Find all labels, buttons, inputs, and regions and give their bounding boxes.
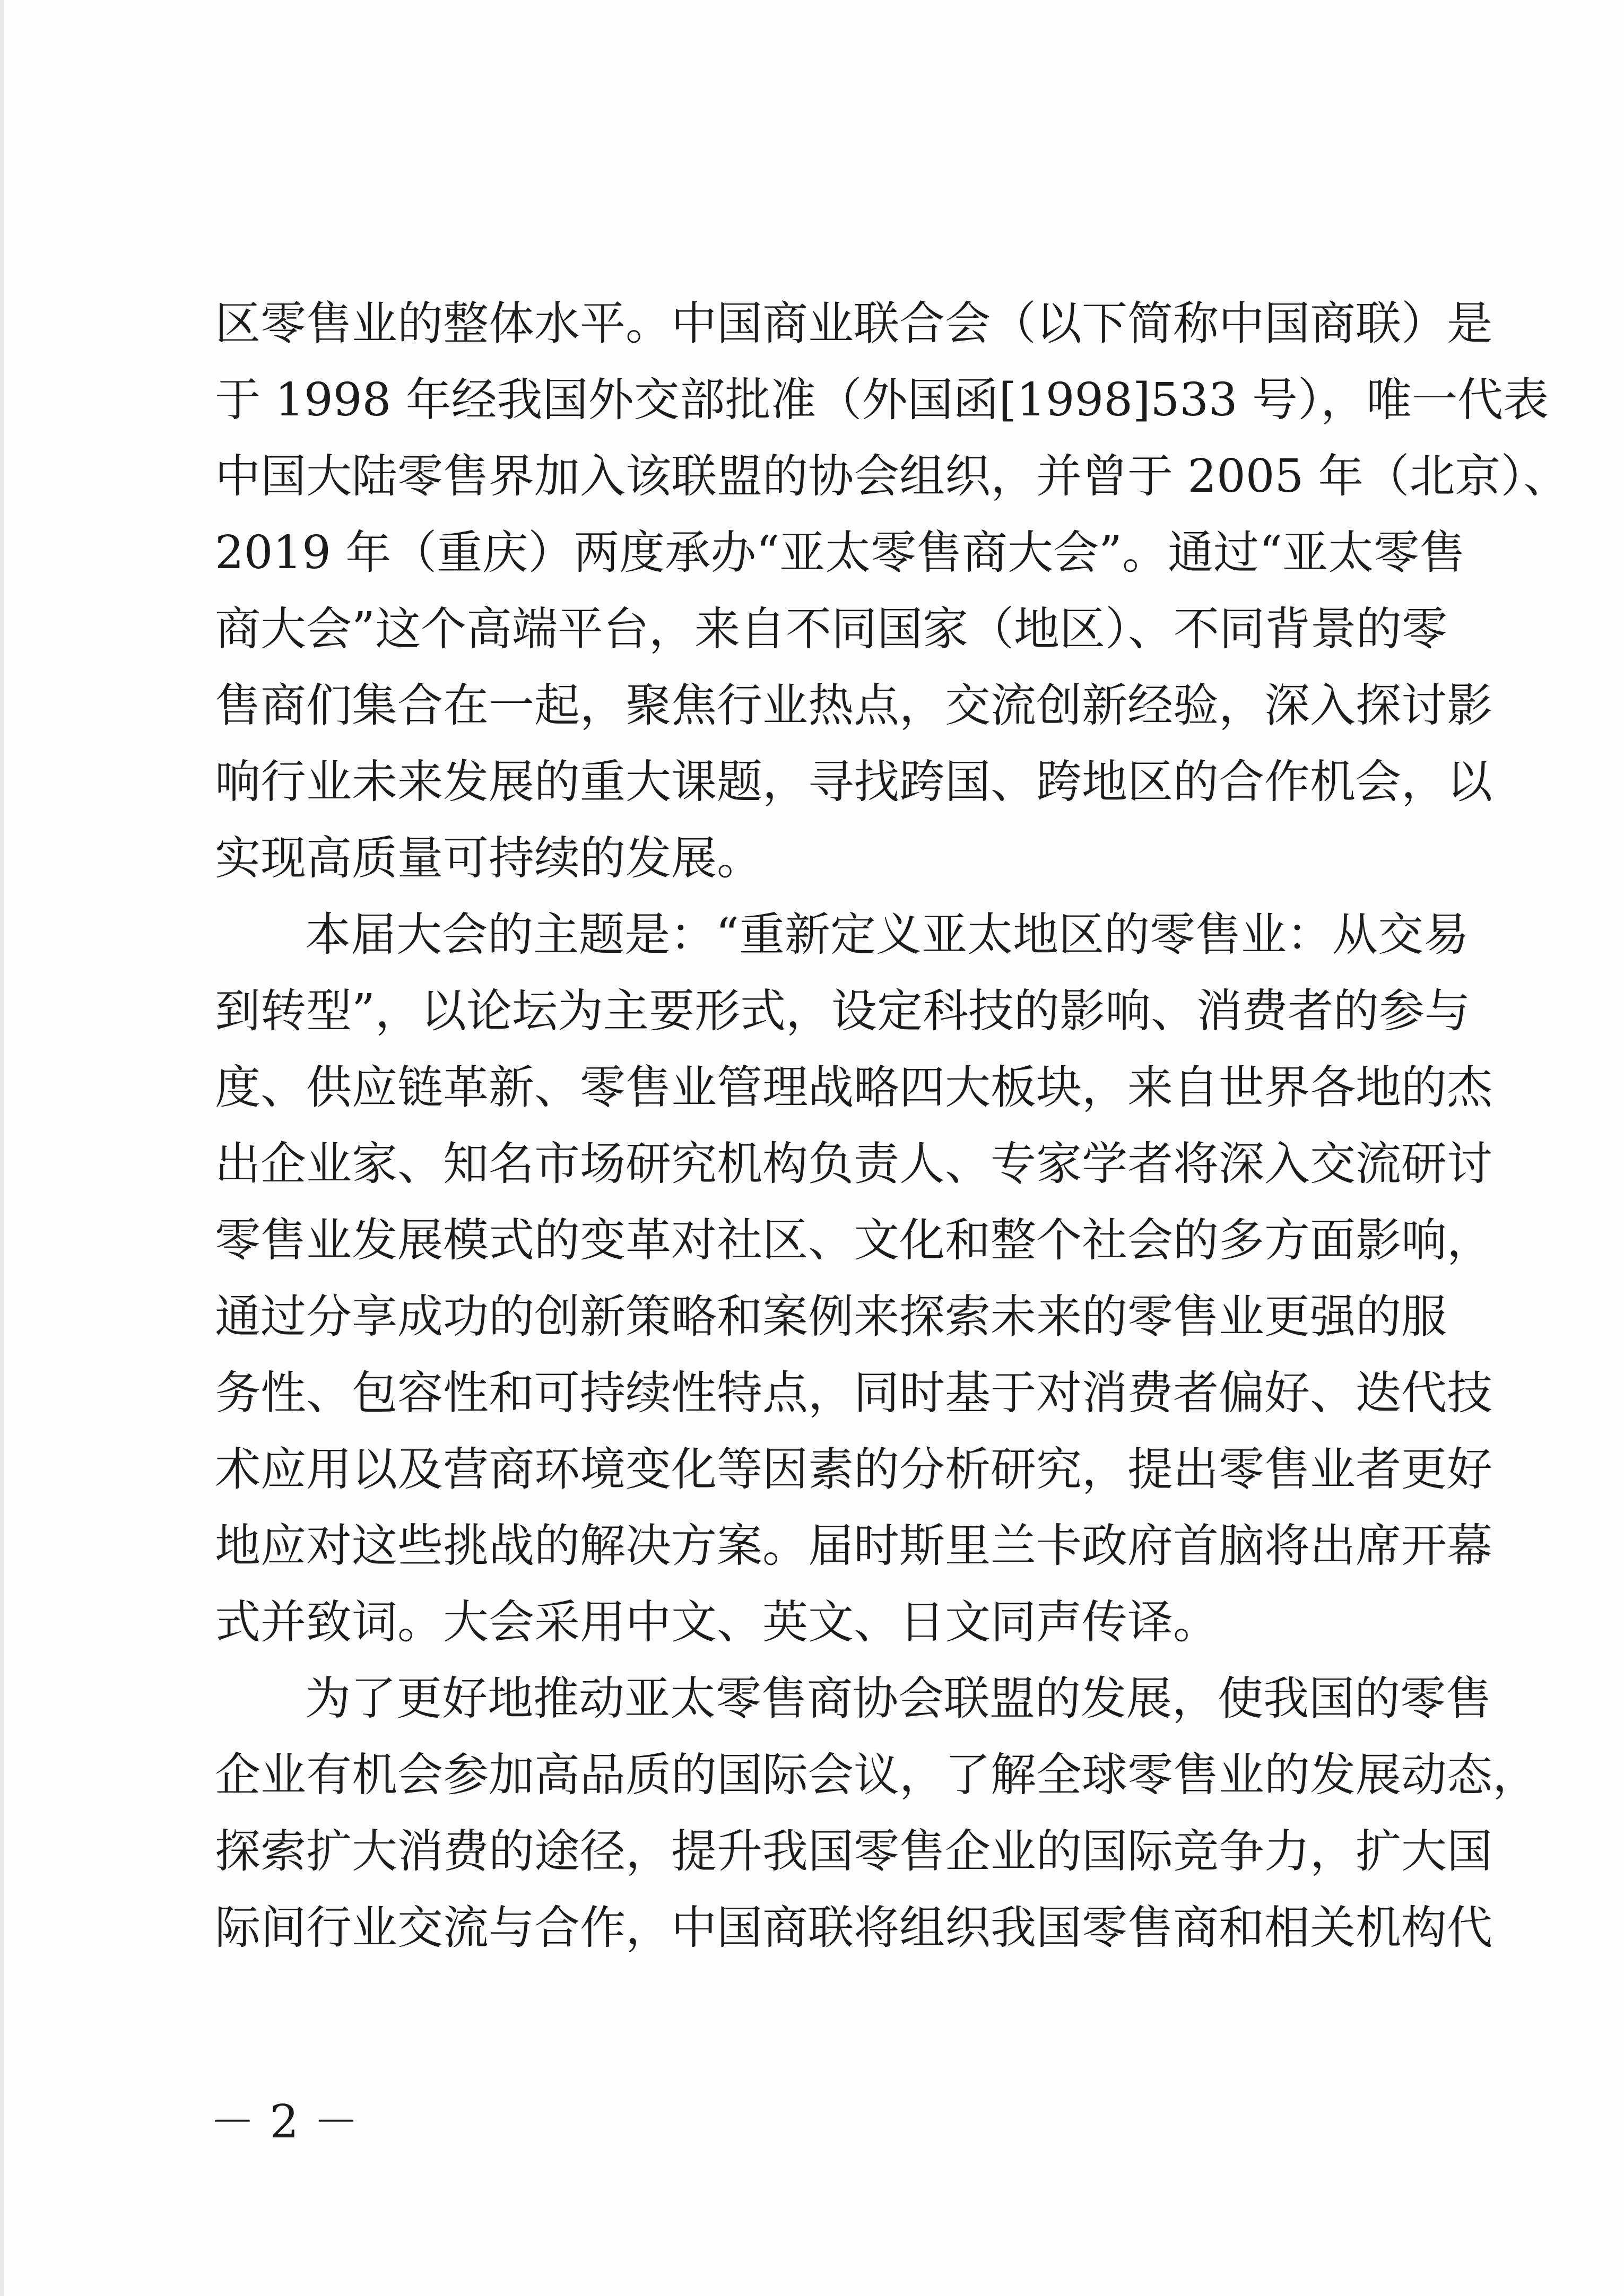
paragraph-1-line-3: 中国大陆零售界加入该联盟的协会组织，并曾于 2005 年（北京）、 — [215, 450, 1569, 503]
paragraph-2-line-10: 式并致词。大会采用中文、英文、日文同声传译。 — [215, 1596, 1219, 1649]
paragraph-2-line-3: 度、供应链革新、零售业管理战略四大板块，来自世界各地的杰 — [215, 1061, 1492, 1114]
paragraph-2-line-9: 地应对这些挑战的解决方案。届时斯里兰卡政府首脑将出席开幕 — [215, 1519, 1492, 1572]
paragraph-3-line-4: 际间行业交流与合作，中国商联将组织我国零售商和相关机构代 — [215, 1901, 1492, 1954]
paragraph-1-line-5: 商大会”这个高端平台，来自不同国家（地区）、不同背景的零 — [215, 603, 1447, 656]
paragraph-3-line-2: 企业有机会参加高品质的国际会议，了解全球零售业的发展动态， — [215, 1749, 1538, 1802]
scan-edge — [0, 0, 4, 2296]
paragraph-1-line-7: 响行业未来发展的重大课题，寻找跨国、跨地区的合作机会，以 — [215, 755, 1492, 808]
paragraph-2-line-5: 零售业发展模式的变革对社区、文化和整个社会的多方面影响， — [215, 1214, 1492, 1267]
paragraph-1-line-6: 售商们集合在一起，聚焦行业热点，交流创新经验，深入探讨影 — [215, 679, 1492, 732]
paragraph-1-line-1: 区零售业的整体水平。中国商业联合会（以下简称中国商联）是 — [215, 297, 1492, 350]
paragraph-2-line-8: 术应用以及营商环境变化等因素的分析研究，提出零售业者更好 — [215, 1443, 1492, 1496]
paragraph-1-line-4: 2019 年（重庆）两度承办“亚太零售商大会”。通过“亚太零售 — [215, 526, 1465, 579]
paragraph-2-line-1: 本届大会的主题是：“重新定义亚太地区的零售业：从交易 — [305, 908, 1469, 961]
paragraph-2-line-6: 通过分享成功的创新策略和案例来探索未来的零售业更强的服 — [215, 1290, 1447, 1343]
paragraph-2-line-7: 务性、包容性和可持续性特点，同时基于对消费者偏好、迭代技 — [215, 1367, 1492, 1420]
paragraph-3-line-1: 为了更好地推动亚太零售商协会联盟的发展，使我国的零售 — [305, 1672, 1491, 1725]
paragraph-1-line-8: 实现高质量可持续的发展。 — [215, 832, 762, 885]
paragraph-3-line-3: 探索扩大消费的途径，提升我国零售企业的国际竞争力，扩大国 — [215, 1825, 1492, 1878]
paragraph-2-line-2: 到转型”，以论坛为主要形式，设定科技的影响、消费者的参与 — [215, 985, 1470, 1038]
page-number: － 2 － — [210, 2095, 359, 2149]
paragraph-2-line-4: 出企业家、知名市场研究机构负责人、专家学者将深入交流研讨 — [215, 1137, 1492, 1190]
paragraph-1-line-2: 于 1998 年经我国外交部批准（外国函[1998]533 号），唯一代表 — [215, 373, 1549, 427]
